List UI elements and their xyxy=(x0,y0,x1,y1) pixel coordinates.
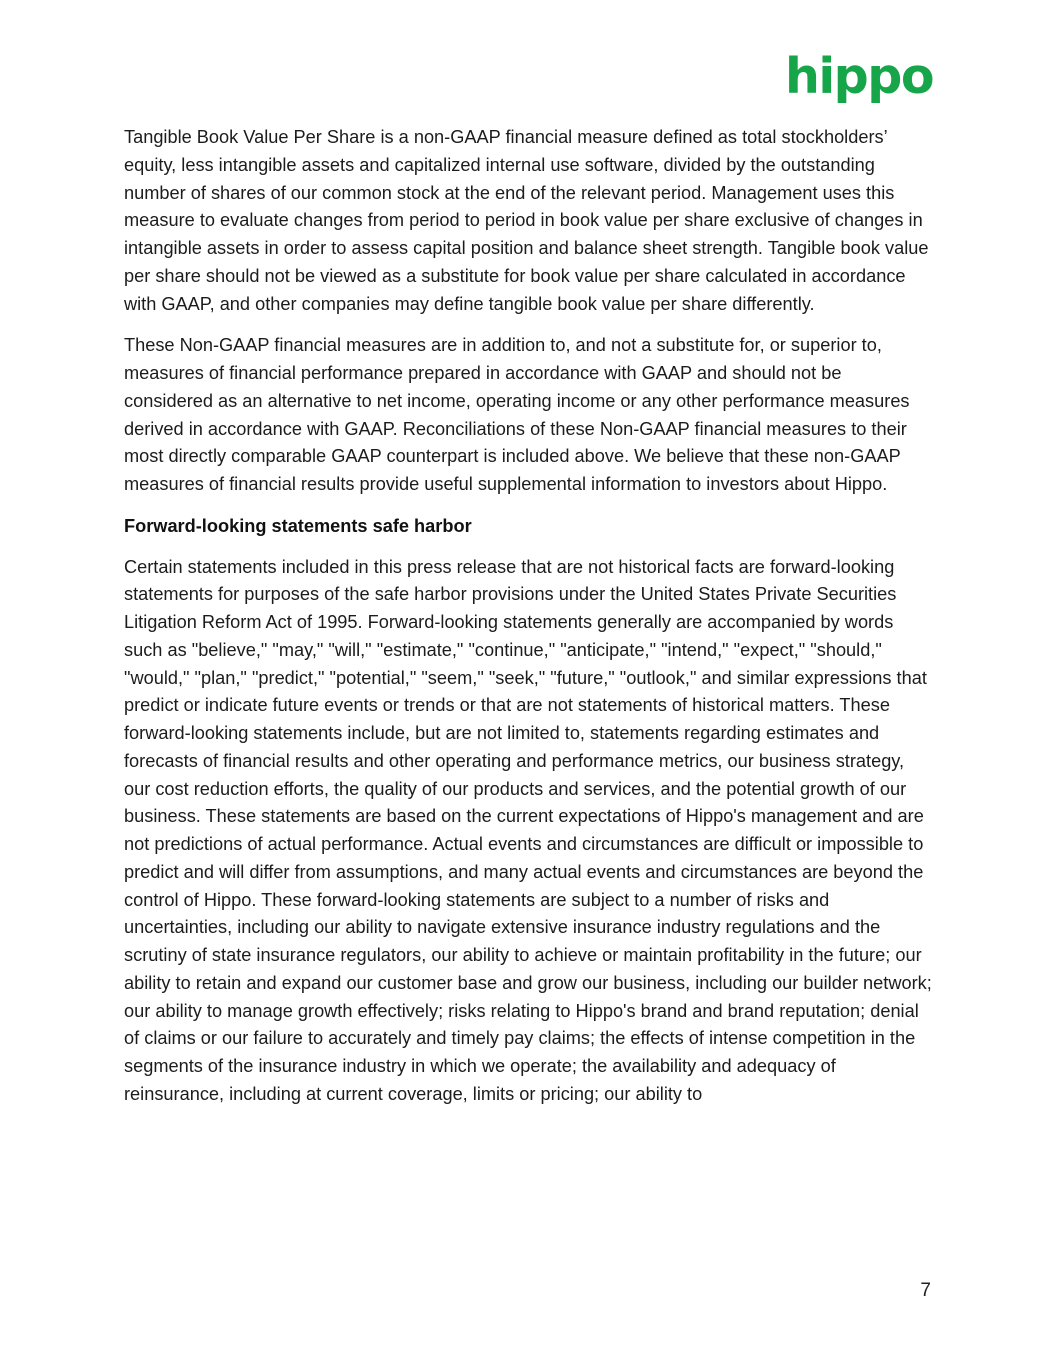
hippo-logo: hippo xyxy=(785,48,933,105)
page-number: 7 xyxy=(920,1280,931,1301)
tangible-book-value-paragraph: Tangible Book Value Per Share is a non-GAAP financial measure defined as total stockholders’ equity, less intangible assets and capitalized internal use software, divided by the outstanding number of shares of our common stock at the end of the relevant period. Management uses this measure to evaluate changes from period to period in book value per share exclusive of changes in intangible assets in order to assess capital position and balance sheet strength. Tangible book value per share should not be viewed as a substitute for book value per share calculated in accordance with GAAP, and other companies may define tangible book value per share differently. xyxy=(124,127,929,314)
non-gaap-measures-paragraph: These Non-GAAP financial measures are in addition to, and not a substitute for, or superior to, measures of financial performance prepared in accordance with GAAP and should not be considered as an alternative to net income, operating income or any other performance measures derived in accordance with GAAP. Reconciliations of these Non-GAAP financial measures to their most directly comparable GAAP counterpart is included above. We believe that these non-GAAP measures of financial results provide useful supplemental information to investors about Hippo. xyxy=(124,335,910,494)
document-body xyxy=(124,124,934,1123)
safe-harbor-paragraph: Certain statements included in this press release that are not historical facts are forward-looking statements for purposes of the safe harbor provisions under the United States Private Securities Litigation Reform Act of 1995. Forward-looking statements generally are accompanied by words such as "believe," "may," "will," "estimate," "continue," "anticipate," "intend," "expect," "should," "would," "plan," "predict," "potential," "seem," "seek," "future," "outlook," and similar expressions that predict or indicate future events or trends or that are not statements of historical matters. These forward-looking statements include, but are not limited to, statements regarding estimates and forecasts of financial results and other operating and performance metrics, our business strategy, our cost reduction efforts, the quality of our products and services, and the potential growth of our business. These statements are based on the current expectations of Hippo's management and are not predictions of actual performance. Actual events and circumstances are difficult or impossible to predict and will differ from assumptions, and many actual events and circumstances are beyond the control of Hippo. These forward-looking statements are subject to a number of risks and uncertainties, including our ability to navigate extensive insurance industry regulations and the scrutiny of state insurance regulators, our ability to achieve or maintain profitability in the future; our ability to retain and expand our customer base and grow our business, including our builder network; our ability to manage growth effectively; risks relating to Hippo's brand and brand reputation; denial of claims or our failure to accurately and timely pay claims; the effects of intense competition in the segments of the insurance industry in which we operate; the availability and adequacy of reinsurance, including at current coverage, limits or pricing; our ability to xyxy=(124,556,932,1104)
safe-harbor-heading: Forward-looking statements safe harbor xyxy=(124,515,472,536)
